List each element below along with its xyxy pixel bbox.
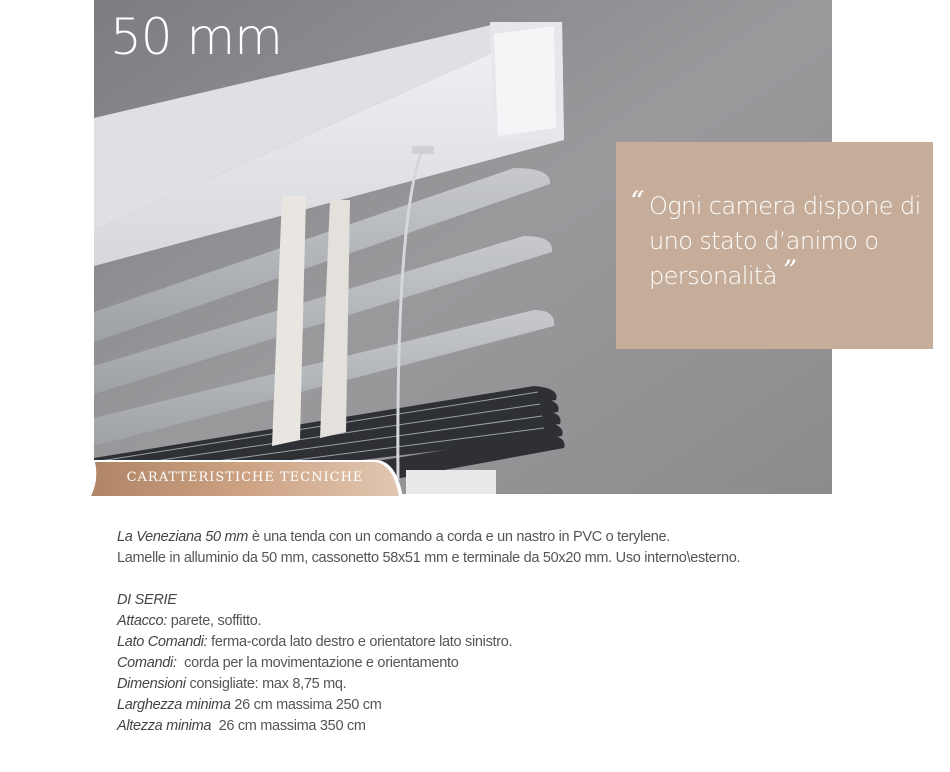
spec-value: 26 cm massima 350 cm	[211, 718, 366, 734]
spec-value: consigliate: max 8,75 mq.	[185, 676, 347, 692]
badge-label: CARATTERISTICHE TECNICHE	[126, 470, 364, 485]
description-line-2: Lamelle in alluminio da 50 mm, cassonetto 58x51 mm e terminale da 50x20 mm. Uso interno\esterno.	[117, 550, 741, 566]
description-text: è una tenda con un comando a corda e un nastro in PVC o terylene.	[248, 529, 671, 545]
product-name: La Veneziana 50 mm	[117, 529, 249, 545]
spec-row-larghezza	[117, 695, 917, 716]
quote-box	[616, 142, 933, 349]
quote-body: Ogni camera dispone di uno stato d’animo o personalità	[649, 192, 921, 290]
spec-label: Dimensioni	[117, 676, 186, 692]
spec-label: Larghezza minima	[117, 697, 231, 713]
spec-row-lato-comandi	[117, 632, 917, 653]
product-description	[117, 527, 917, 737]
spec-value: ferma-corda lato destro e orientatore lato sinistro.	[207, 634, 513, 650]
spec-value: parete, soffitto.	[167, 613, 262, 629]
spec-row-altezza	[117, 716, 917, 737]
spec-row-comandi	[117, 653, 917, 674]
spec-row-dimensioni	[117, 674, 917, 695]
product-size-title: 50 mm	[110, 8, 282, 66]
spec-value: 26 cm massima 250 cm	[230, 697, 382, 713]
spec-row-attacco	[117, 611, 917, 632]
spec-label: Altezza minima	[117, 718, 212, 734]
spec-label: Lato Comandi:	[117, 634, 208, 650]
spec-label: Comandi:	[117, 655, 177, 671]
description-line-1	[117, 527, 917, 548]
close-quote-icon: ”	[782, 254, 797, 287]
quote-text	[649, 189, 929, 294]
spec-label: Attacco:	[117, 613, 167, 629]
open-quote-icon: “	[630, 185, 645, 218]
spec-value: corda per la movimentazione e orientamento	[176, 655, 459, 671]
specs-heading: DI SERIE	[117, 592, 177, 608]
technical-features-badge	[87, 460, 403, 498]
